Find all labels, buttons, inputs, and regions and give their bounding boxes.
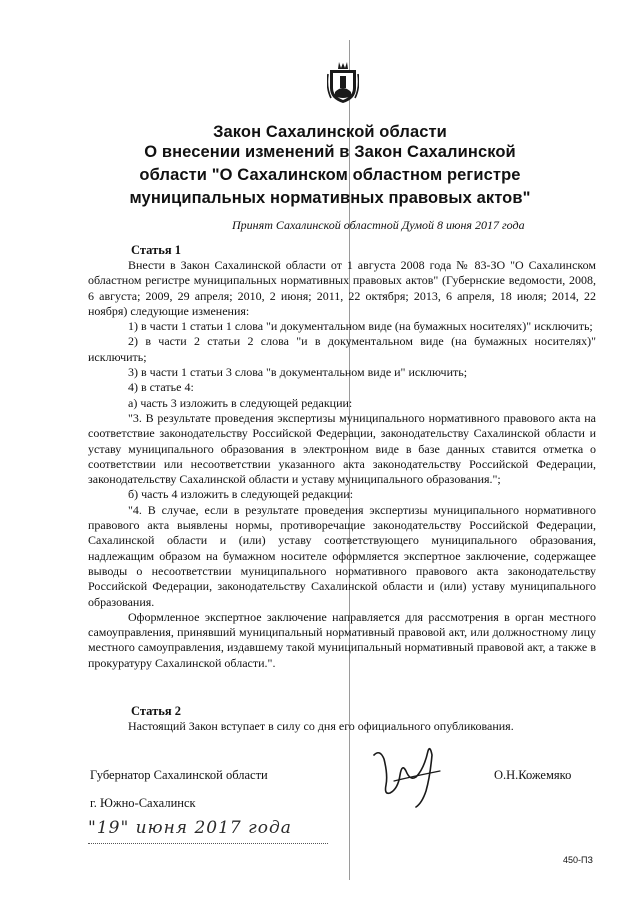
- article-1-item-4b: б) часть 4 изложить в следующей редакции:: [128, 487, 354, 502]
- article-2-heading: Статья 2: [131, 704, 181, 718]
- sakhalin-coat-of-arms-icon: [327, 58, 359, 104]
- handwritten-date-text: "19" июня 2017 года: [88, 818, 292, 838]
- governor-name: О.Н.Кожемяко: [494, 768, 572, 782]
- article-2-text: Настоящий Закон вступает в силу со дня его официального опубликования.: [128, 719, 514, 733]
- handwritten-signature-icon: [370, 741, 450, 811]
- date-underline: [88, 842, 328, 844]
- article-1-item-1: 1) в части 1 статьи 1 слова "и документальном виде (на бумажных носителях)" исключить;: [128, 319, 593, 334]
- article-1-part-3-text: "3. В результате проведения экспертизы муниципального нормативного правового акта на соответствие законодательству Российской Федерации, законодательству Сахалинской области и уставу муниципального образования в электронном виде в базе данных ставится отметка о соответствии или несоответствии указанного акта законодательству Российской Федерации, законодательству Сахалинской области и уставу муниципального образования.";: [88, 410, 596, 487]
- article-1-heading: Статья 1: [131, 243, 181, 257]
- law-subject: О внесении изменений в Закон Сахалинской области "О Сахалинском областном регистре муниципальных нормативных правовых актов": [129, 143, 531, 207]
- article-1-intro: Внести в Закон Сахалинской области от 1 августа 2008 года № 83-ЗО "О Сахалинском областном регистре муниципальных нормативных правовых актов" (Губернские ведомости, 2008, 6 августа; 2009, 29 апреля; 2010, 2 июня; 2011, 22 октября; 2013, 6 апреля, 18 июля; 2014, 22 ноября) следующие изменения:: [88, 258, 596, 318]
- article-1-body: [88, 258, 596, 671]
- city-line: г. Южно-Сахалинск: [90, 796, 196, 810]
- signing-date: [88, 818, 338, 848]
- article-2-body: [88, 719, 596, 734]
- governor-title: Губернатор Сахалинской области: [90, 768, 268, 782]
- article-1-part-4-continued: Оформленное экспертное заключение направляется для рассмотрения в орган местного самоуправления, принявший муниципальный нормативный правовой акт, или должностному лицу местного самоуправления, издавшему такой муниципальный нормативный правовой акт, а также в прокуратуру Сахалинской области.".: [88, 609, 596, 670]
- article-1-item-4a: а) часть 3 изложить в следующей редакции:: [128, 395, 353, 410]
- document-number: 450-ПЗ: [563, 855, 593, 865]
- adoption-note: Принят Сахалинской областной Думой 8 июня 2017 года: [232, 218, 525, 232]
- article-1-item-4: 4) в статье 4:: [128, 380, 194, 395]
- article-1-item-3: 3) в части 1 статьи 3 слова "в документальном виде и" исключить;: [128, 365, 468, 380]
- article-1-part-4-text: "4. В случае, если в результате проведения экспертизы муниципального нормативного правового акта выявлены нормы, противоречащие законодательству Российской Федерации, Сахалинской области и (или) уставу соответствующего муниципального образования, надлежащим образом на бумажном носителе оформляется экспертное заключение, содержащее выводы о несоответствии муниципального нормативного правового акта законодательству Российской Федерации, законодательству Сахалинской области и (или) уставу муниципального образования.: [88, 502, 596, 609]
- law-title: Закон Сахалинской области: [213, 123, 447, 141]
- article-1-item-2: 2) в части 2 статьи 2 слова "и в документальном виде (на бумажных носителях)" исключить;: [88, 334, 596, 364]
